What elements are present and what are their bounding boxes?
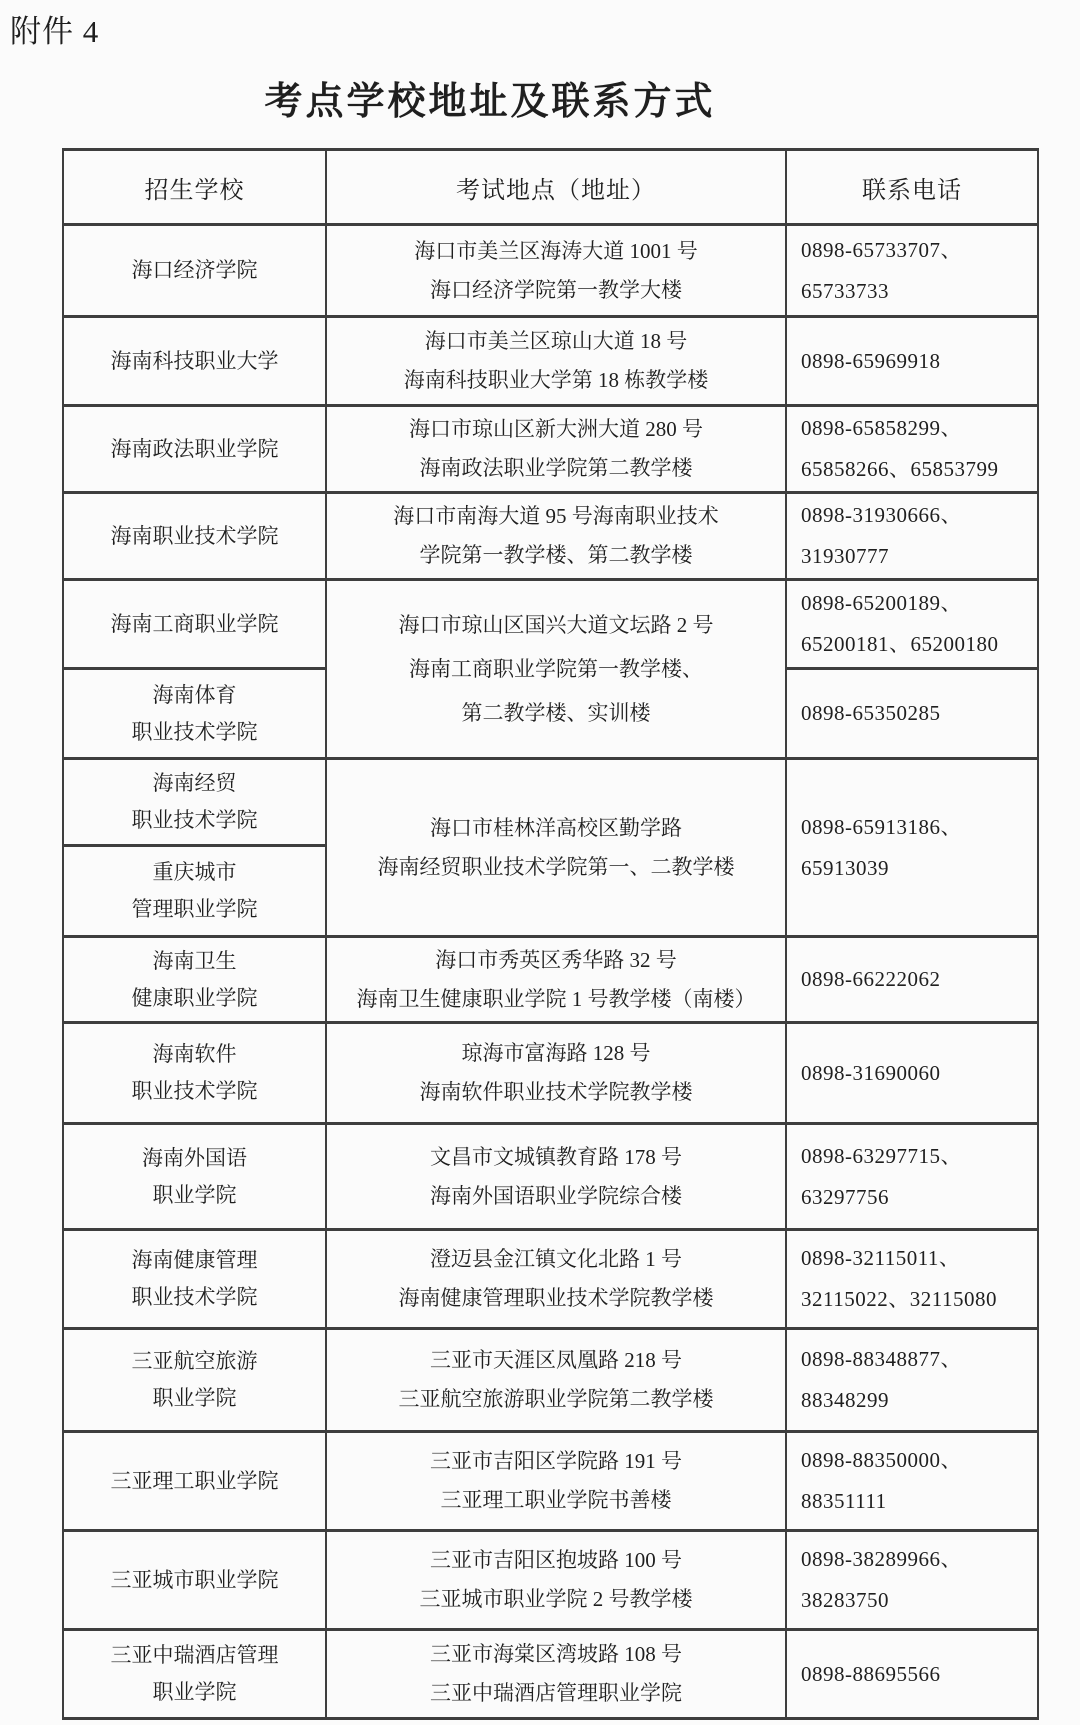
phone-line: 0898-38289966、 [801,1547,962,1571]
phone-cell [786,1630,1038,1719]
address-line: 三亚市吉阳区学院路 191 号 [430,1449,682,1473]
phone-line: 31930777 [801,544,889,568]
phone-cell-merged [786,759,1038,937]
address-line: 海口市琼山区新大洲大道 280 号 [409,417,703,441]
address-line: 三亚市天涯区凤凰路 218 号 [430,1348,682,1372]
school-line: 海南体育 [152,682,237,707]
address-cell [326,1630,786,1719]
address-line: 文昌市文城镇教育路 178 号 [430,1144,682,1169]
phone-line: 0898-88348877、 [801,1347,962,1371]
school-line: 职业技术学院 [131,719,258,744]
address-cell [326,1023,786,1124]
address-line: 海南卫生健康职业学院 1 号教学楼（南楼） [356,986,756,1011]
address-line: 澄迈县金江镇文化北路 1 号 [430,1247,682,1271]
school-line: 职业学院 [152,1680,237,1704]
phone-line: 88348299 [801,1388,889,1412]
table-row [63,1124,1038,1230]
table-row [63,1531,1038,1630]
school-line: 三亚中瑞酒店管理 [110,1643,279,1667]
col-header-phone: 联系电话 [786,150,1038,225]
school-line: 健康职业学院 [131,985,258,1010]
school-line: 职业学院 [152,1386,237,1410]
address-line: 海口市琼山区国兴大道文坛路 2 号 [398,613,714,637]
header-row [63,150,1038,225]
school-cell [63,317,326,406]
address-line: 三亚中瑞酒店管理职业学院 [430,1681,682,1705]
address-cell [326,317,786,406]
phone-line: 0898-32115011、 [801,1246,961,1270]
address-cell [326,1432,786,1531]
address-line: 第二教学楼、实训楼 [461,701,651,725]
school-line: 职业学院 [152,1182,237,1207]
phone-cell [786,225,1038,317]
phone-line: 0898-65858299、 [801,416,962,440]
address-line: 海南软件职业技术学院教学楼 [419,1080,693,1104]
school-line: 三亚航空旅游 [131,1349,258,1373]
phone-cell [786,493,1038,580]
phone-line: 0898-65733707、 [801,237,962,262]
school-cell [63,1630,326,1719]
address-line: 三亚市吉阳区抱坡路 100 号 [430,1548,682,1572]
address-line: 海南工商职业学院第一教学楼、 [409,657,703,681]
school-line: 重庆城市 [152,860,237,884]
school-line: 海南经贸 [152,771,237,795]
school-line: 职业技术学院 [131,1079,258,1103]
school-line: 职业技术学院 [131,1285,258,1309]
address-line: 三亚市海棠区湾坡路 108 号 [430,1642,682,1666]
address-line: 海南科技职业大学第 18 栋教学楼 [403,368,709,392]
school-line: 海南健康管理 [131,1248,258,1272]
school-line: 海南科技职业大学 [110,348,279,373]
school-line: 海口经济学院 [131,258,258,282]
address-cell [326,1531,786,1630]
phone-line: 0898-65913186、 [801,814,962,839]
phone-line: 0898-65200189、 [801,591,962,615]
table-row [63,406,1038,493]
address-cell-merged [326,580,786,759]
school-line: 海南卫生 [152,948,237,973]
school-cell [63,937,326,1023]
phone-line: 65858266、65853799 [801,457,999,481]
table-row [63,1023,1038,1124]
address-line: 海口市秀英区秀华路 32 号 [435,947,677,972]
address-cell-merged [326,759,786,937]
school-cell [63,1230,326,1329]
school-cell [63,1432,326,1531]
phone-line: 0898-65350285 [801,701,941,725]
phone-line: 88351111 [801,1489,887,1513]
phone-cell [786,1230,1038,1329]
address-line: 学院第一教学楼、第二教学楼 [419,543,693,567]
phone-cell [786,406,1038,493]
phone-line: 0898-63297715、 [801,1143,962,1168]
exam-sites-table [62,148,1039,1720]
table-row [63,759,1038,846]
phone-cell [786,1531,1038,1630]
address-line: 三亚航空旅游职业学院第二教学楼 [398,1387,714,1411]
address-cell [326,1230,786,1329]
phone-line: 0898-66222062 [801,967,941,991]
school-cell [63,759,326,846]
school-cell [63,1124,326,1230]
phone-cell [786,317,1038,406]
address-line: 海口经济学院第一教学大楼 [430,277,682,302]
phone-line: 0898-31930666、 [801,503,962,527]
table-row [63,493,1038,580]
address-line: 三亚理工职业学院书善楼 [440,1488,672,1512]
address-line: 海口市桂林洋高校区勤学路 [430,815,682,840]
school-cell [63,1329,326,1432]
school-cell [63,406,326,493]
school-cell [63,669,326,759]
school-cell [63,846,326,937]
school-cell [63,493,326,580]
school-line: 海南软件 [152,1042,237,1066]
col-header-address: 考试地点（地址） [326,150,786,225]
school-cell [63,1023,326,1124]
phone-line: 0898-88350000、 [801,1448,962,1472]
address-line: 海南外国语职业学院综合楼 [430,1183,682,1208]
school-cell [63,1531,326,1630]
school-line: 海南工商职业学院 [110,611,279,636]
table-row [63,580,1038,669]
table-row [63,1329,1038,1432]
school-line: 海南职业技术学院 [110,523,279,548]
table-row [63,1230,1038,1329]
phone-cell [786,669,1038,759]
address-line: 海南政法职业学院第二教学楼 [419,456,693,480]
address-line: 海口市美兰区海涛大道 1001 号 [414,238,698,263]
phone-line: 32115022、32115080 [801,1287,997,1311]
phone-line: 65733733 [801,278,889,303]
address-cell [326,493,786,580]
col-header-school: 招生学校 [63,150,326,225]
address-cell [326,1329,786,1432]
phone-cell [786,1432,1038,1531]
address-line: 三亚城市职业学院 2 号教学楼 [419,1587,693,1611]
phone-line: 38283750 [801,1588,889,1612]
address-line: 海口市美兰区琼山大道 18 号 [424,329,688,353]
address-line: 海南经贸职业技术学院第一、二教学楼 [377,854,735,879]
phone-line: 0898-88695566 [801,1661,941,1686]
phone-line: 0898-65969918 [801,348,941,373]
address-line: 海南健康管理职业技术学院教学楼 [398,1286,714,1310]
phone-cell [786,1124,1038,1230]
phone-cell [786,580,1038,669]
attachment-label: 附件 4 [10,14,100,49]
address-cell [326,937,786,1023]
table-row [63,317,1038,406]
table-row [63,1630,1038,1719]
phone-cell [786,1023,1038,1124]
address-line: 海口市南海大道 95 号海南职业技术 [393,504,719,528]
address-cell [326,1124,786,1230]
page-title: 考点学校地址及联系方式 [264,81,716,123]
school-line: 三亚城市职业学院 [110,1567,279,1592]
school-line: 管理职业学院 [131,897,258,921]
school-line: 海南外国语 [142,1145,247,1170]
address-line: 琼海市富海路 128 号 [461,1041,651,1065]
phone-line: 63297756 [801,1184,889,1209]
address-cell [326,225,786,317]
table-row [63,937,1038,1023]
phone-cell [786,937,1038,1023]
phone-line: 65200181、65200180 [801,632,999,656]
phone-line: 65913039 [801,855,889,880]
school-line: 职业技术学院 [131,808,258,832]
school-line: 三亚理工职业学院 [110,1468,279,1493]
phone-line: 0898-31690060 [801,1060,941,1085]
table-row [63,1432,1038,1531]
address-cell [326,406,786,493]
school-cell [63,225,326,317]
phone-cell [786,1329,1038,1432]
school-cell [63,580,326,669]
table-row [63,225,1038,317]
school-line: 海南政法职业学院 [110,436,279,461]
